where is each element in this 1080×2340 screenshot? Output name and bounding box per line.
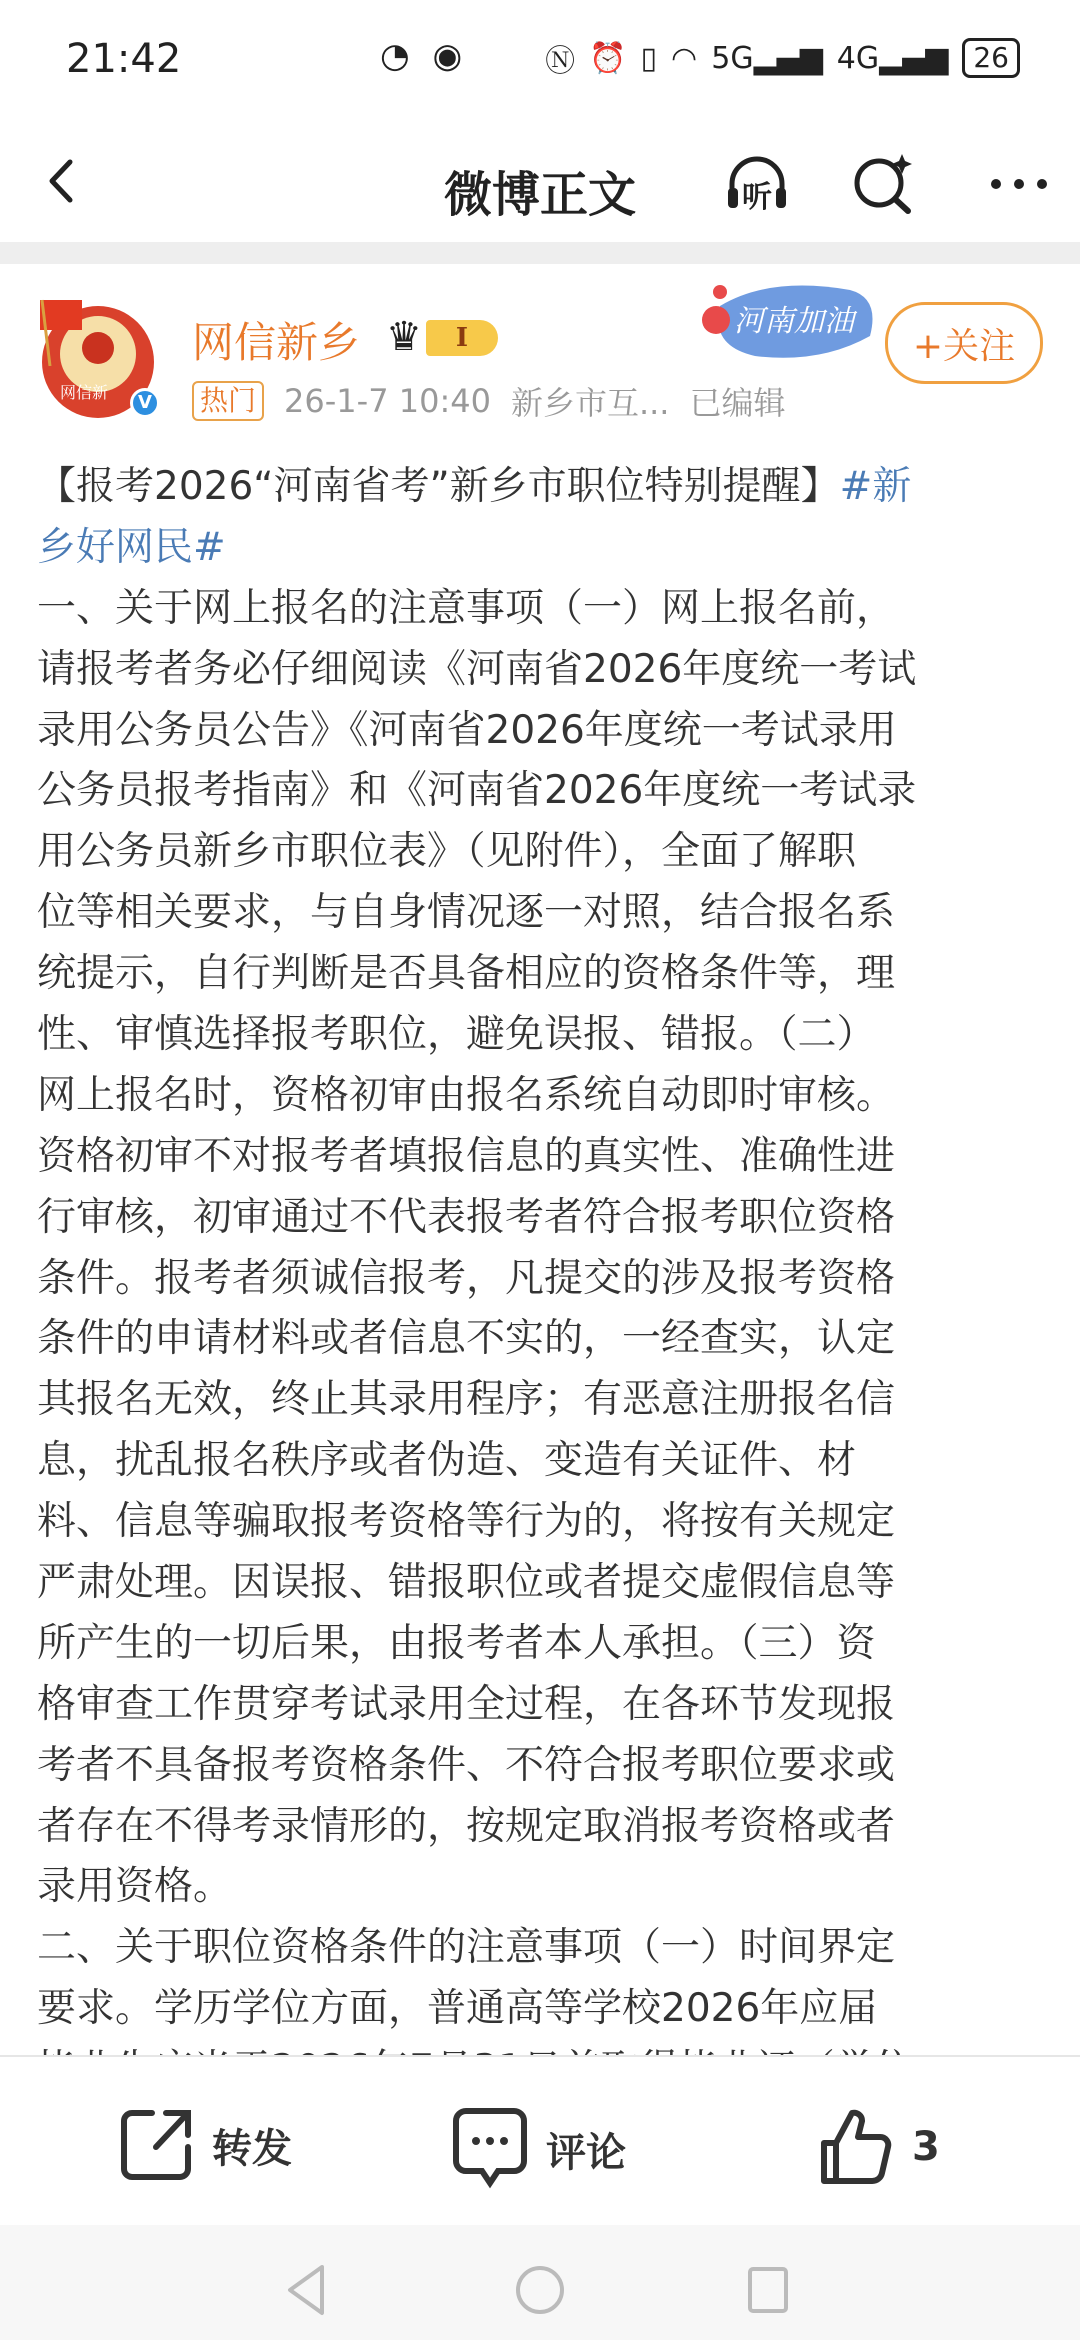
content-line (37, 457, 1047, 518)
content-line (37, 883, 1047, 944)
content-text: 条件。报考者须诚信报考，凡提交的涉及报考资格 (37, 1255, 896, 1301)
content-text: 所产生的一切后果，由报考者本人承担。（三）资 (37, 1620, 876, 1666)
thumbs-up-icon (818, 2107, 894, 2187)
follow-button[interactable]: +关注 (885, 302, 1043, 384)
content-text: 统提示，自行判断是否具备相应的资格条件等，理 (37, 951, 896, 997)
content-text: 网上报名时，资格初审由报名系统自动即时审核。 (37, 1072, 896, 1118)
content-line (37, 1736, 1047, 1797)
member-level-badge[interactable] (386, 314, 502, 360)
content-line (37, 1857, 1047, 1918)
network-4g-label: 4G (836, 40, 880, 76)
content-line (37, 579, 1047, 640)
content-line (37, 1675, 1047, 1736)
content-line (37, 822, 1047, 883)
comment-label: 评论 (546, 2129, 626, 2176)
content-line (37, 1918, 1047, 1979)
content-text: 资格初审不对报考者填报信息的真实性、准确性进 (37, 1133, 896, 1179)
top-bar (0, 120, 1080, 242)
verified-badge-icon: V (130, 388, 160, 418)
content-line (37, 1188, 1047, 1249)
battery-icon: 26 (962, 38, 1020, 78)
content-text: 严肃处理。因误报、错报职位或者提交虚假信息等 (37, 1560, 896, 1606)
signal-5g: 5G▂▄▆ (711, 40, 823, 76)
content-text: 考者不具备报考资格条件、不符合报考职位要求或 (37, 1742, 896, 1788)
action-bar (0, 2055, 1080, 2225)
nav-recents-icon[interactable] (746, 2263, 790, 2317)
author-name[interactable]: 网信新乡 (192, 318, 361, 367)
content-line (37, 1249, 1047, 1310)
content-line (37, 1553, 1047, 1614)
content-text: 位等相关要求，与自身情况逐一对照，结合报名系 (37, 890, 896, 936)
content-text: 要求。学历学位方面，普通高等学校2026年应届 (37, 1986, 878, 2032)
post-content (37, 457, 1047, 2055)
content-text: 一、关于网上报名的注意事项（一）网上报名前， (37, 585, 896, 631)
speedometer-icon: ◔ (380, 36, 416, 76)
like-count: 3 (912, 2124, 940, 2170)
content-text: 行审核，初审通过不代表报考者符合报考职位资格 (37, 1194, 896, 1240)
eye-icon: ◉ (432, 36, 469, 76)
content-text: 息，扰乱报名秩序或者伪造、变造有关证件、材 (37, 1438, 857, 1484)
status-app-icons (380, 36, 468, 76)
content-text: 公务员报考指南》和《河南省2026年度统一考试录 (37, 768, 917, 814)
avatar[interactable] (36, 296, 156, 420)
nav-back-icon[interactable] (284, 2263, 328, 2317)
signal-4g: 4G▂▄▆ (836, 40, 949, 76)
network-5g-label: 5G (711, 40, 754, 76)
content-text: 料、信息等骗取报考资格等行为的，将按有关规定 (37, 1499, 896, 1545)
content-text: 二、关于职位资格条件的注意事项（一）时间界定 (37, 1925, 896, 1971)
content-text: 性、审慎选择报考职位，避免误报、错报。（二） (37, 1012, 876, 1058)
content-line (37, 1979, 1047, 2040)
content-line (37, 1797, 1047, 1858)
like-button[interactable] (818, 2107, 940, 2187)
system-nav-bar (0, 2225, 1080, 2340)
content-line (37, 701, 1047, 762)
share-icon (118, 2107, 194, 2183)
post-time: 26-1-7 10:40 (284, 382, 491, 420)
content-text: 录用资格。 (37, 1864, 233, 1910)
vibrate-icon: ▯ (640, 40, 658, 76)
content-line (37, 1370, 1047, 1431)
status-bar (0, 0, 1080, 120)
content-text: 录用公务员公告》《河南省2026年度统一考试录用 (37, 707, 897, 753)
comment-button[interactable] (452, 2107, 626, 2191)
decoration-text: 河南加油 (734, 304, 854, 339)
comment-icon (452, 2107, 528, 2191)
nav-home-icon[interactable] (514, 2263, 566, 2317)
status-time: 21:42 (66, 36, 182, 82)
status-system-icons (545, 36, 1020, 80)
content-text: 请报考者务必仔细阅读《河南省2026年度统一考试 (37, 646, 917, 692)
hashtag-link[interactable]: #新 (839, 464, 912, 509)
avatar-text: 网信新 (60, 383, 109, 402)
wifi-icon: ◠ (671, 40, 698, 76)
content-text: 用公务员新乡市职位表》（见附件），全面了解职 (37, 829, 857, 875)
hot-badge: 热门 (192, 381, 264, 421)
nfc-icon: Ⓝ (545, 44, 576, 79)
content-line (37, 640, 1047, 701)
crown-icon: ♛ (386, 314, 422, 360)
content-line (37, 1309, 1047, 1370)
content-line (37, 1431, 1047, 1492)
edited-label[interactable]: 已编辑 (689, 384, 786, 422)
content-line (37, 1066, 1047, 1127)
henan-decoration (700, 276, 880, 366)
content-line (37, 1127, 1047, 1188)
post-meta (192, 378, 785, 424)
content-text: 条件的申请材料或者信息不实的，一经查实，认定 (37, 1316, 896, 1362)
repost-label: 转发 (212, 2125, 292, 2172)
content-line (37, 518, 1047, 579)
content-line (37, 1614, 1047, 1675)
content-text: 【报考2026“河南省考”新乡市职位特别提醒】 (37, 464, 840, 509)
content-text: 格审查工作贯穿考试录用全过程，在各环节发现报 (37, 1681, 896, 1727)
listen-label: 听 (742, 180, 772, 215)
hashtag-link[interactable]: 乡好网民# (37, 524, 226, 570)
content-text: 者存在不得考录情形的，按规定取消报考资格或者 (37, 1803, 896, 1849)
search-icon[interactable] (848, 148, 918, 218)
repost-button[interactable] (118, 2107, 292, 2183)
alarm-icon: ⏰ (589, 40, 627, 76)
page-title: 微博正文 (443, 167, 636, 223)
content-text: 其报名无效，终止其录用程序；有恶意注册报名信 (37, 1377, 896, 1423)
header-divider (0, 242, 1080, 264)
post-source[interactable]: 新乡市互... (510, 384, 670, 422)
content-line (37, 1005, 1047, 1066)
level-label: I (426, 320, 498, 356)
content-line (37, 944, 1047, 1005)
content-line (37, 1492, 1047, 1553)
content-line (37, 761, 1047, 822)
listen-button[interactable] (722, 148, 792, 218)
more-icon[interactable] (984, 148, 1054, 218)
